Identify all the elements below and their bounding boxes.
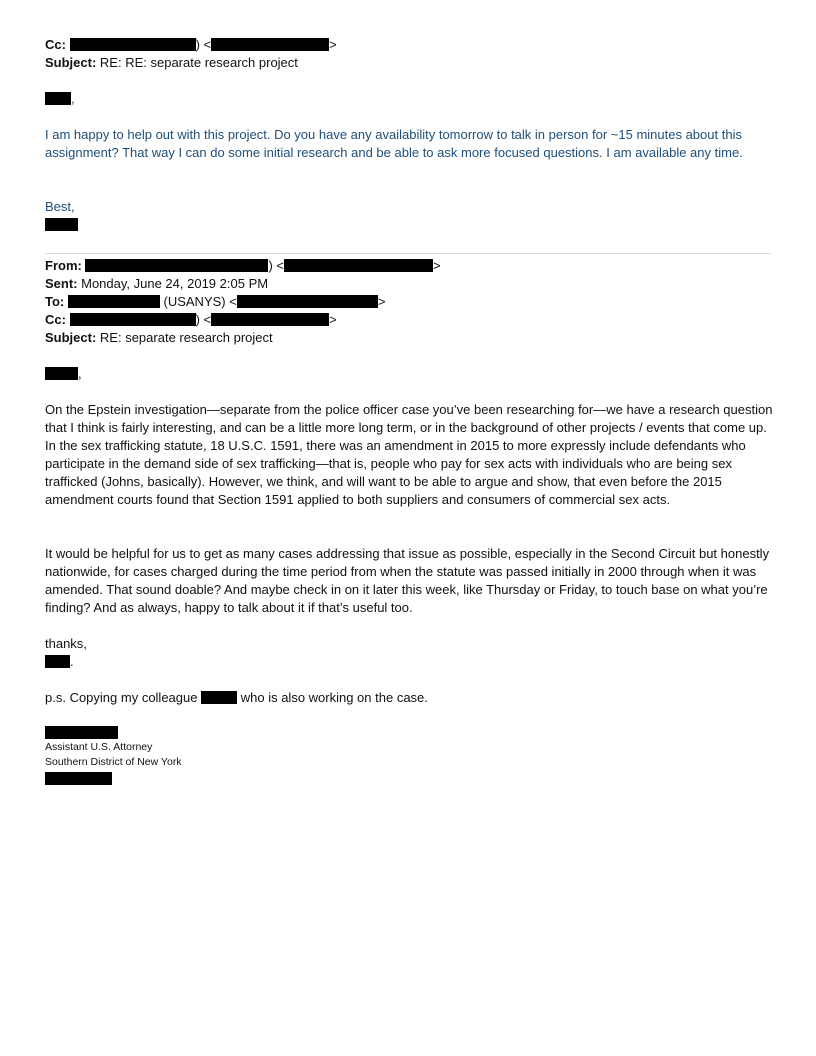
from-separator: ) < [268,258,285,273]
signature-title: Assistant U.S. Attorney [45,741,153,753]
cc-label: Cc: [45,312,66,327]
subject-label: Subject: [45,55,97,70]
redaction [211,38,329,51]
cc-label: Cc: [45,37,66,52]
ps-text-before: p.s. Copying my colleague [45,690,198,705]
sent-line [45,275,268,293]
reply-cc-line [45,36,337,54]
redaction [45,92,71,105]
body-paragraph-2: It would be helpful for us to get as many cases addressing that issue as possible, especially in the Second Circuit but honestly nationwide, for cases charged during the time period from when the statute was passed initially in 2000 through when it was amended. That sound doable? And maybe check in on it later this week, like Thursday or Friday, to touch base on what you’re finding? And as always, happy to talk about it if that’s useful too. [45,546,770,615]
from-label: From: [45,258,82,273]
redaction [68,295,160,308]
from-end: > [433,258,441,273]
cc-separator: ) < [195,37,212,52]
divider [45,253,771,254]
redaction [284,259,433,272]
to-agency: (USANYS) < [163,294,237,309]
sent-date: Monday, June 24, 2019 2:05 PM [81,276,269,291]
cc-end: > [329,312,337,327]
redaction [70,38,196,51]
reply-body: I am happy to help out with this project. Do you have any availability tomorrow to talk in person for ~15 minutes about this assignment? That way I can do some initial research and be able to ask more focused questions. I am available any time. [45,127,743,160]
redaction [211,313,329,326]
redaction [70,313,196,326]
reply-greeting [45,90,75,108]
sender-initials [45,653,74,671]
signature-contact [45,770,112,788]
to-line [45,293,385,311]
sent-label: Sent: [45,276,78,291]
body-paragraph-1: On the Epstein investigation—separate from the police officer case you’ve been researching for—we have a research question that I think is fairly interesting, and can be a little more long term, or in the background of other projects / events that come up. In the sex trafficking statute, 18 U.S.C. 1591, there was an amendment in 2015 to more expressly include defendants who participate in the demand side of sex trafficking—that is, people who pay for sex acts with individuals who are being sex trafficked (Johns, basically). However, we think, and will want to be able to argue and show, that even before the 2015 amendment courts found that Section 1591 applied to both suppliers and consumers of commercial sex acts. [45,402,773,507]
ps-line [45,689,428,707]
redaction [45,655,70,668]
to-end: > [377,294,386,309]
from-line [45,257,441,275]
redaction [45,367,78,380]
cc-end: > [329,37,337,52]
thanks-line: thanks, [45,636,87,651]
greeting-comma: , [78,366,82,381]
original-cc-line [45,311,337,329]
reply-signature [45,216,78,234]
redaction [201,691,237,704]
ps-text-after: who is also working on the case. [240,690,428,705]
greeting-comma: , [71,91,75,106]
cc-separator: ) < [195,312,212,327]
redaction [45,726,118,739]
to-label: To: [45,294,65,309]
reply-closing: Best, [45,199,75,214]
original-subject-line [45,329,273,347]
original-greeting [45,365,82,383]
redaction [45,218,78,231]
subject-text: RE: separate research project [99,330,273,345]
redaction [237,295,378,308]
subject-label: Subject: [45,330,97,345]
subject-text: RE: RE: separate research project [99,55,298,70]
signature-office: Southern District of New York [45,756,182,768]
initials-period: . [70,654,74,669]
redaction [45,772,112,785]
reply-subject-line [45,54,298,72]
redaction [85,259,268,272]
